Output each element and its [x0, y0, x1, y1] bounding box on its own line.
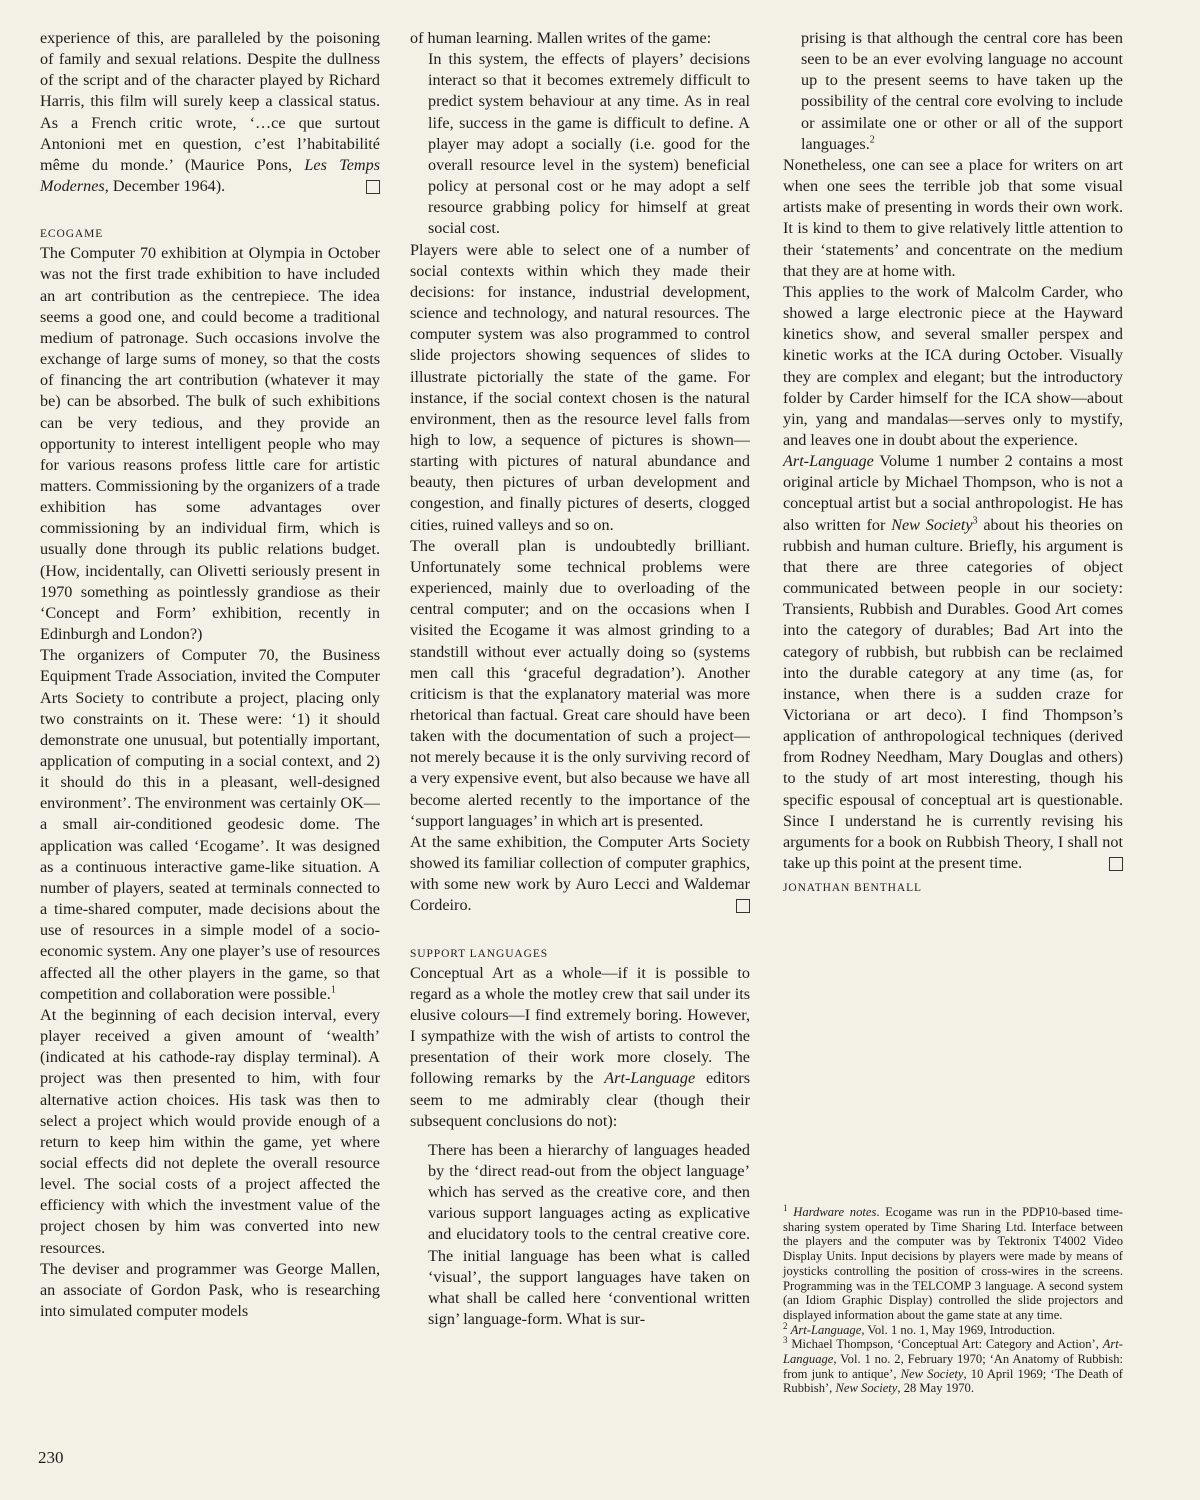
footnote-ref: 1 — [330, 984, 336, 996]
footnote-number: 2 — [783, 1320, 788, 1331]
block-quote — [410, 1140, 750, 1330]
text: editors seem to me admirably clear (though their subsequent conclusions do not): — [410, 1069, 750, 1130]
quote-text: There has been a hierarchy of languages headed by the ‘direct read-out from the object language’ which has served as the creative core, and then various support languages acting as explicative and elucidatory tools to the central creative core. The initial language has been what is called ‘visual’, the support languages have taken on what shall be called here ‘conventional written sign’ language-form. What is sur- — [428, 1140, 750, 1329]
quote-text — [801, 28, 1123, 155]
text: experience of this, are paralleled by the poisoning of family and sexual relations. Despite the dullness of the script and of the character played by Richard Harris, this film will surely keep a classical status. As a French critic wrote, ‘…ce que surtout Antonioni met en question, c’est l’habitabilité même du monde.’ (Maurice Pons, — [40, 29, 380, 174]
italic-text: Art-Language — [783, 1337, 1123, 1367]
italic-text: New Society — [835, 1381, 898, 1396]
paragraph: The overall plan is undoubtedly brilliant. Unfortunately some technical problems were experienced, mainly due to overloading of the central computer; and on the occasions when I visited the Ecogame it was almost grinding to a standstill without ever actually doing so (systems men call this ‘graceful degradation’). Another criticism is that the explanatory material was more rhetorical than factual. Great care should have been taken with the documentation of such a project—not merely because it is the only surviving record of a very expensive event, but also because we have all become alerted recently to the importance of the ‘support languages’ in which art is presented. — [410, 536, 750, 830]
block-quote — [783, 28, 1123, 155]
section-heading-ecogame: ECOGAME — [40, 228, 104, 241]
italic-title: Art-Language — [604, 1069, 696, 1088]
paragraph: The deviser and programmer was George Mallen, an associate of Gordon Pask, who is researching into simulated computer models — [40, 1259, 380, 1321]
paragraph: The Computer 70 exhibition at Olympia in October was not the first trade exhibition to have included an art contribution as the centrepiece. The idea seems a good one, and could become a traditional medium of patronage. Such occasions involve the exchange of large sums of money, so that the costs of financing the art contribution (whatever it may be) can be absorbed. The bulk of such exhibitions can be very tedious, and they provide an opportunity to interest intelligent people who may for various reasons profess little care for artistic matters. Commissioning by the organizers of a trade exhibition has some advantages over commissioning by an individual firm, which is usually done through its public relations budget. (How, incidentally, can Olivetti seriously present in 1970 something as pointlessly grandiose as their ‘Concept and Form’ exhibition, recently in Edinburgh and London?) — [40, 244, 380, 644]
text: At the same exhibition, the Computer Arts Society showed its familiar collection of computer graphics, with some new work by Auro Lecci and Waldemar Cordeiro. — [410, 832, 750, 915]
text: The organizers of Computer 70, the Business Equipment Trade Association, invited the Computer Arts Society to contribute a project, placing only two constraints on it. These were: ‘1) it should demonstrate one unusual, but potentially important, application of computing in a social context, and 2) it should do this in a pleasant, well-designed environment’. The environment was certainly OK—a small air-conditioned geodesic dome. The application was called ‘Ecogame’. It was designed as a continuous interactive game-like situation. A number of players, seated at terminals connected to a time-shared computer, made decisions about the use of resources in a simple model of a socio-economic system. Any one player’s use of resources affected all the other players in the game, so that competition and collaboration were possible. — [40, 646, 380, 1003]
author-signature: JONATHAN BENTHALL — [783, 882, 922, 895]
italic-title: Art-Language — [783, 452, 874, 471]
text: prising is that although the central core has been seen to be an ever evolving language no account up to the present seems to have taken up the possibility of the central core evolving to include or assimilate one or other or all of the support languages. — [801, 29, 1123, 153]
footnote-1 — [783, 1202, 1123, 1323]
text: . Ecogame was run in the PDP10-based time-sharing system operated by Time Sharing Ltd. Interface between the players and the computer was by Tektronix T4002 Video Display Units. Input decisions by players were made by means of joysticks controlling the position of cross-wires in the screens. Programming was in the TELCOMP 3 language. A second system (an Idiom Graphic Display) controlled the slide projectors and displayed information about the game state at any time. — [783, 1205, 1123, 1322]
page-number: 230 — [38, 1448, 64, 1467]
footnote-number: 3 — [783, 1335, 788, 1346]
footnotes — [783, 1202, 1123, 1396]
paragraph — [40, 645, 380, 1005]
italic-text: New Society — [900, 1366, 964, 1381]
paragraph — [40, 28, 380, 197]
footnote-2 — [783, 1320, 1123, 1338]
text: Michael Thompson, ‘Conceptual Art: Category and Action’, — [787, 1337, 1103, 1352]
block-quote — [410, 49, 750, 239]
footnote-ref: 2 — [869, 134, 875, 146]
footnote-number: 1 — [783, 1202, 788, 1213]
end-mark-box — [1109, 857, 1123, 871]
italic-title: Les Temps Modernes — [40, 155, 380, 196]
paragraph — [410, 963, 750, 1132]
text: Conceptual Art as a whole—if it is possible to regard as a whole the motley crew that sail under its elusive colours—I find extremely boring. However, I sympathize with the wish of artists to control the presentation of their work more closely. The following remarks by the — [410, 963, 750, 1088]
italic-text: Art-Language — [790, 1322, 862, 1337]
column-3 — [783, 28, 1123, 899]
paragraph — [410, 832, 750, 917]
footnote-3 — [783, 1337, 1123, 1396]
footnote-ref: 3 — [972, 515, 978, 527]
paragraph: Nonetheless, one can see a place for writers on art when one sees the terrible job that some visual artists make of presenting in words their own work. It is kind to them to give relatively little attention to their ‘statements’ and concentrate on the medium that they are at home with. — [783, 155, 1123, 280]
text: Volume 1 number 2 contains a most original article by Michael Thompson, who is not a conceptual artist but a social anthropologist. He has also written for — [783, 452, 1123, 534]
paragraph — [783, 451, 1123, 874]
paragraph: This applies to the work of Malcolm Carder, who showed a large electronic piece at the Hayward kinetics show, and several smaller perspex and kinetic works at the ICA during October. Visually they are complex and elegant; but the introductory folder by Carder himself for the ICA show—about yin, yang and mandalas—serves only to mystify, and leaves one in doubt about the experience. — [783, 282, 1123, 449]
text: about his theories on rubbish and human culture. Briefly, his argument is that there are three categories of object communicated between people in our society: Transients, Rubbish and Durables. Good Art comes into the category of durables; Bad Art into the category of rubbish, but rubbish can be reclaimed into the durable category at any time (as, for instance, when there is a sudden craze for Victoriana or art deco). I find Thompson’s application of anthropological techniques (derived from Rodney Needham, Mary Douglas and others) to the study of art most interesting, though his specific espousal of conceptual art is questionable. Since I understand he is currently revising his arguments for a book on Rubbish Theory, I shall not take up this point at the present time. — [783, 515, 1123, 873]
section-heading-support-languages: SUPPORT LANGUAGES — [410, 947, 549, 960]
paragraph: Players were able to select one of a number of social contexts within which they made their decisions: for instance, industrial development, science and technology, and natural resources. The computer system was also programmed to control slide projectors showing sequences of slides to illustrate pictorially the state of the game. For instance, if the social context chosen is the natural environment, then as the resource level falls from high to low, a sequence of pictures is shown—starting with pictures of natural abundance and beauty, then pictures of urban development and congestion, and finally pictures of deserts, clogged cities, ruined valleys and so on. — [410, 240, 750, 534]
paragraph: of human learning. Mallen writes of the game: — [410, 29, 712, 47]
end-mark-box — [736, 899, 750, 913]
italic-text: Hardware notes — [793, 1205, 877, 1219]
end-mark-box — [366, 180, 380, 194]
text: , Vol. 1 no. 1, May 1969, Introduction. — [861, 1322, 1056, 1337]
text: , 28 May 1970. — [897, 1381, 974, 1396]
paragraph: At the beginning of each decision interval, every player received a given amount of ‘wealth’ (indicated at his cathode-ray display terminal). A project was then presented to him, with four alternative action choices. His task was then to select a project which would provide enough of a return to keep him within the game, yet where social effects did not deplete the overall resource level. The social costs of a project affected the efficiency with which the investment value of the project chosen by him was converted into new resources. — [40, 1005, 380, 1257]
italic-title: New Society — [891, 515, 973, 534]
text: , December 1964). — [104, 177, 226, 196]
column-2 — [410, 28, 750, 1330]
quote-text: In this system, the effects of players’ decisions interact so that it becomes extremely difficult to predict system behaviour at any time. As in real life, success in the game is difficult to define. A player may adopt a socially (i.e. good for the overall resource level in the system) beneficial policy at personal cost or he may adopt a self resource grabbing policy for himself at great social cost. — [428, 50, 750, 238]
text: , Vol. 1 no. 2, February 1970; ‘An Anatomy of Rubbish: from junk to antique’, — [783, 1352, 1123, 1381]
text: , 10 April 1969; ‘The Death of Rubbish’, — [783, 1366, 1123, 1396]
column-1 — [40, 28, 380, 1322]
